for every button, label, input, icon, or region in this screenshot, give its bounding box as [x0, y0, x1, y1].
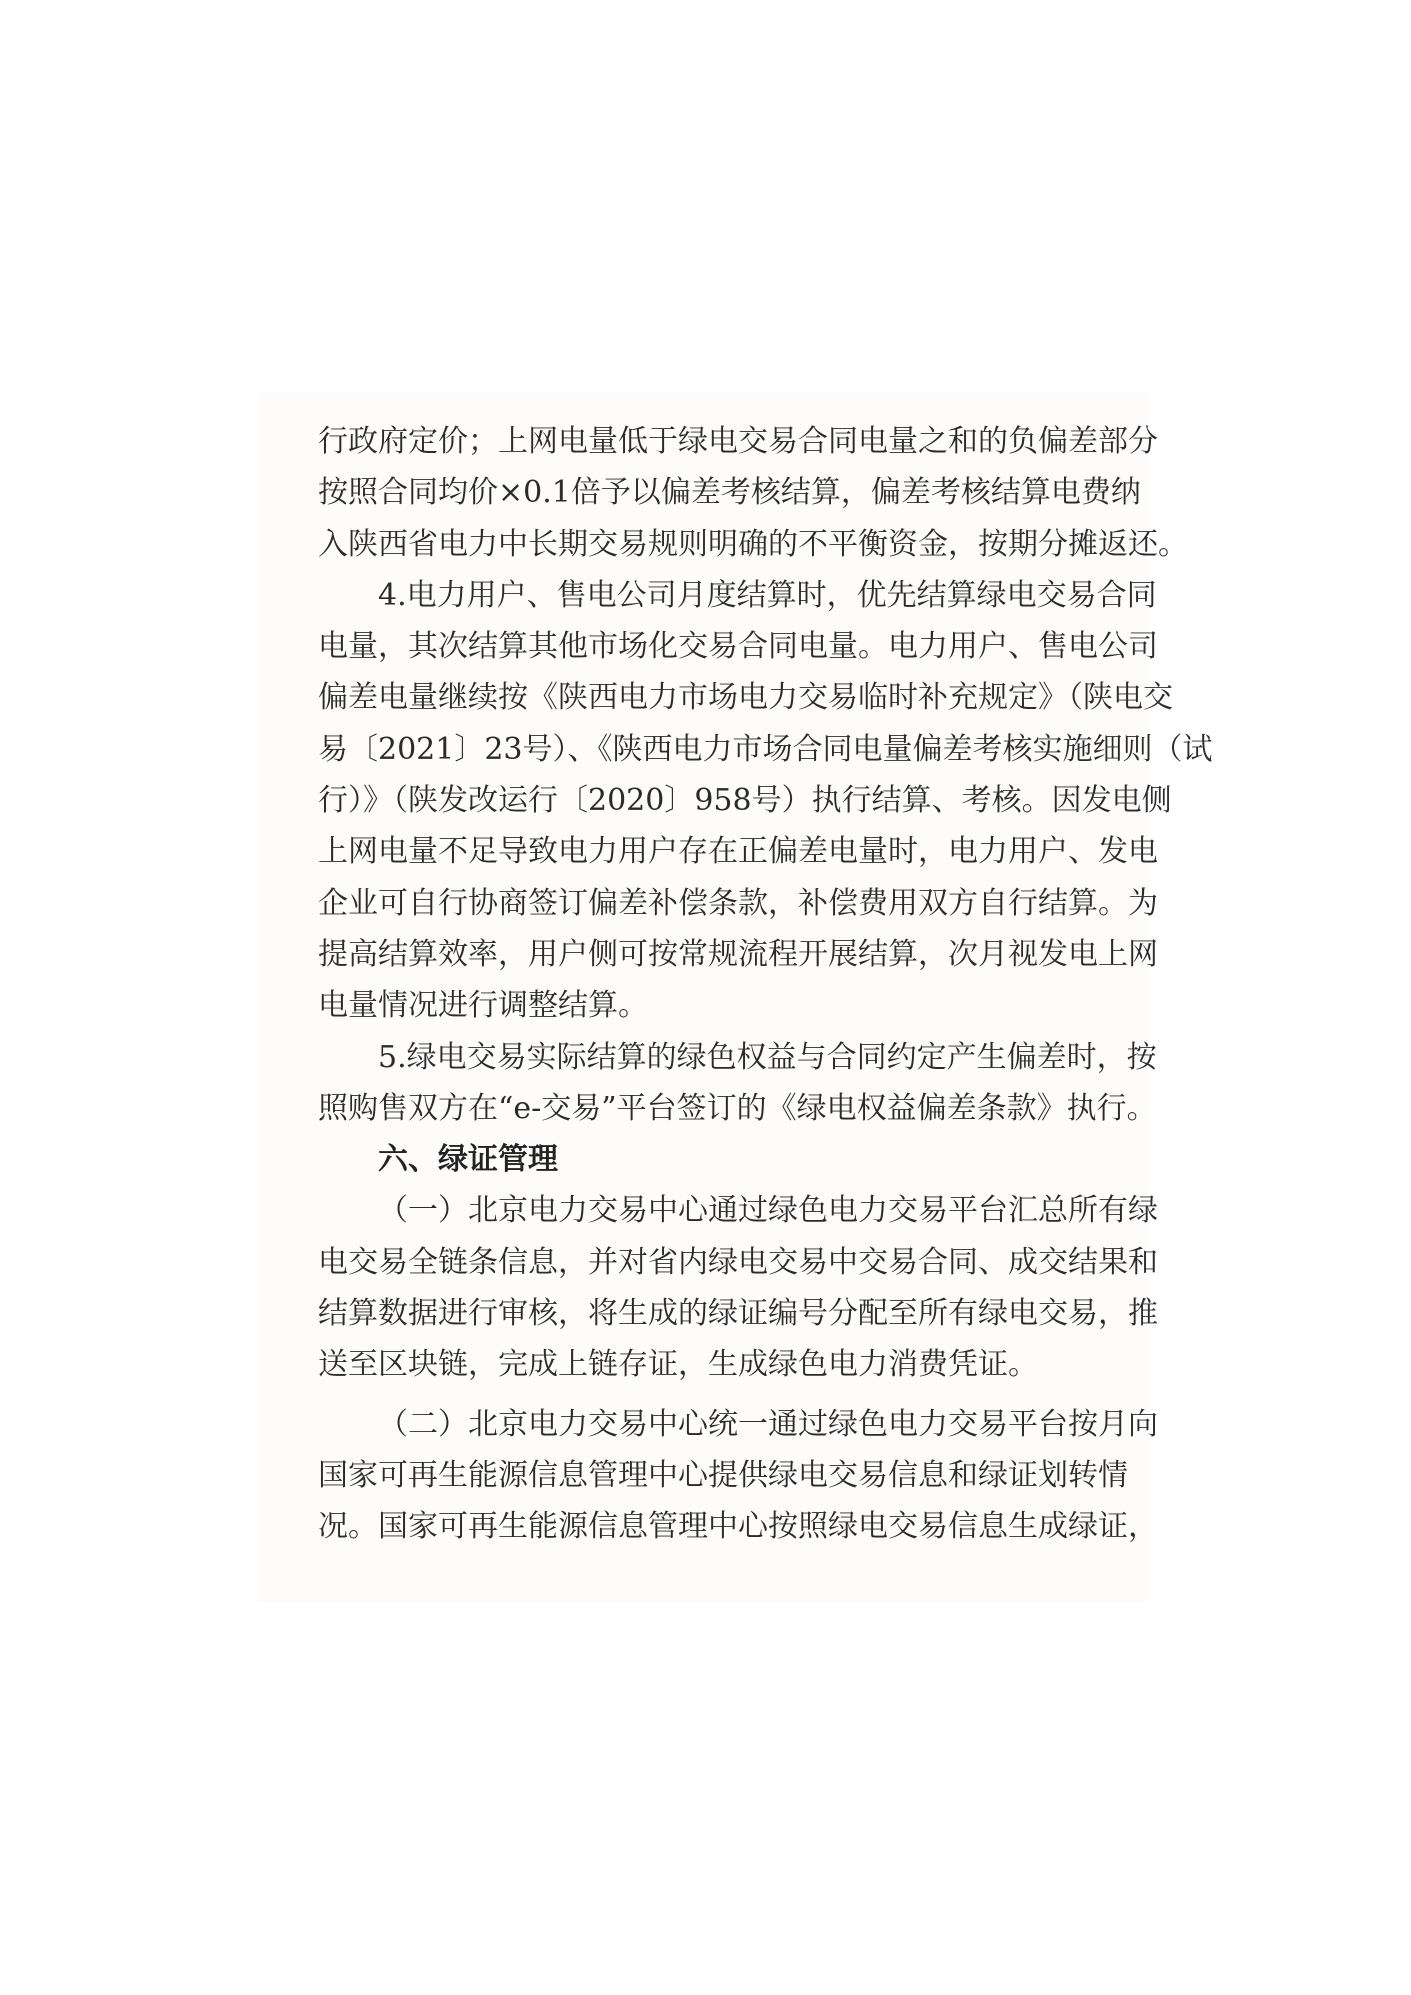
body-line: 国家可再生能源信息管理中心提供绿电交易信息和绿证划转情: [318, 1457, 1128, 1493]
subsection-2-line: （二）北京电力交易中心统一通过绿色电力交易平台按月向: [378, 1406, 1158, 1442]
body-line: 电量情况进行调整结算。: [318, 988, 648, 1024]
body-line: 电交易全链条信息，并对省内绿电交易中交易合同、成交结果和: [318, 1244, 1158, 1280]
body-line: 入陕西省电力中长期交易规则明确的不平衡资金，按期分摊返还。: [318, 526, 1188, 562]
body-line: 企业可自行协商签订偏差补偿条款，补偿费用双方自行结算。为: [318, 885, 1158, 921]
body-line: 偏差电量继续按《陕西电力市场电力交易临时补充规定》（陕电交: [318, 680, 1173, 716]
body-line: 行政府定价；上网电量低于绿电交易合同电量之和的负偏差部分: [318, 424, 1158, 459]
document-body: [318, 416, 1213, 1553]
body-line: 况。国家可再生能源信息管理中心按照绿电交易信息生成绿证，: [318, 1509, 1158, 1545]
paragraph-item-5-line: 5.绿电交易实际结算的绿色权益与合同约定产生偏差时，按: [378, 1039, 1157, 1075]
section-heading: 六、绿证管理: [378, 1142, 558, 1178]
body-line: 照购售双方在“e-交易”平台签订的《绿电权益偏差条款》执行。: [318, 1090, 1157, 1126]
paragraph-item-4-line: 4.电力用户、售电公司月度结算时，优先结算绿电交易合同: [378, 577, 1157, 613]
body-line: 结算数据进行审核，将生成的绿证编号分配至所有绿电交易，推: [318, 1296, 1158, 1332]
subsection-1-line: （一）北京电力交易中心通过绿色电力交易平台汇总所有绿: [378, 1193, 1158, 1229]
body-line: 电量，其次结算其他市场化交易合同电量。电力用户、售电公司: [318, 629, 1158, 665]
body-line: 提高结算效率，用户侧可按常规流程开展结算，次月视发电上网: [318, 936, 1158, 972]
body-line: 上网电量不足导致电力用户存在正偏差电量时，电力用户、发电: [318, 834, 1158, 870]
body-line: 按照合同均价×0.1倍予以偏差考核结算，偏差考核结算电费纳: [318, 475, 1141, 511]
body-line: 易〔2021〕23号）、《陕西电力市场合同电量偏差考核实施细则（试: [318, 731, 1213, 767]
body-line: 送至区块链，完成上链存证，生成绿色电力消费凭证。: [318, 1347, 1038, 1383]
body-line: 行）》（陕发改运行〔2020〕958号）执行结算、考核。因发电侧: [318, 783, 1172, 819]
